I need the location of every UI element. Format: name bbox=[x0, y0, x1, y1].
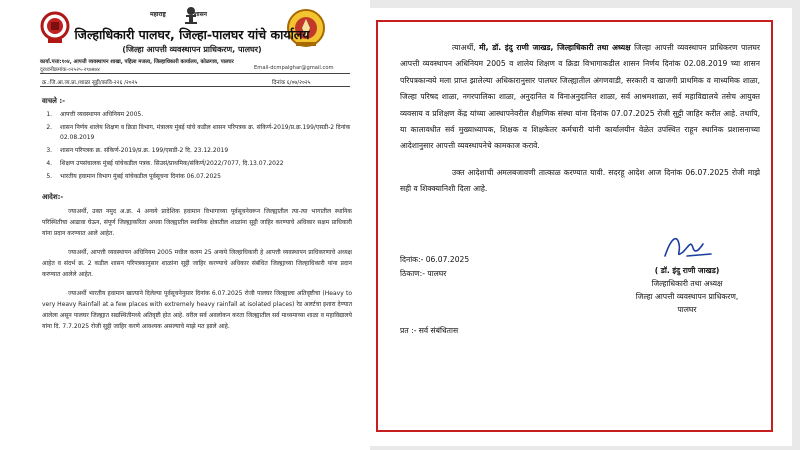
order-heading: आदेश:- bbox=[42, 193, 64, 201]
order-paragraph: ज्याअर्थी भारतीय हवामान खात्याने दिलेल्या पूर्वसूचनेनुसार दिनांक 6.07.2025 रोजी पालघर जिल्ह्याला अतिवृष्टीचा (Heavy to very Heavy Rainfall at a few places with extremely heavy rainfall at isolated places) रेड अलर्टचा इशारा देण्यात आलेला असून पालघर जिल्ह्यात सद्यस्थितीमध्ये अतिवृष्टी होत आहे. वरील सर्व अवलोकन करता जिल्ह्यातील सर्व माध्यमाच्या शाळा व महाविद्यालये यांना दि. 7.7.2025 रोजी सुट्टी जाहिर करणे आवश्यक असल्याचे माझे मत झाले आहे. bbox=[42, 290, 352, 330]
copy-to: प्रत :- सर्व संबंधितास bbox=[400, 326, 459, 335]
gov-left-label: महाराष्ट्र bbox=[150, 11, 166, 18]
signatory-organisation: जिल्हा आपत्ती व्यवस्थापन प्राधिकरण, bbox=[635, 292, 739, 301]
gov-right-label: शासन bbox=[193, 11, 207, 18]
list-item: 4. शिक्षण उपसंचालक मुंबई यांचेकडील पत्रक. सिउसं/प्राथमिक/संकिर्ण/2022/7077, दि.13.07.2022 bbox=[54, 159, 352, 169]
reference-date: दिनांक ६/०७/२०२५ bbox=[272, 80, 311, 86]
signature-icon bbox=[657, 230, 717, 264]
header-divider bbox=[40, 73, 350, 74]
order-place: ठिकाण:- पालघर bbox=[400, 269, 447, 278]
read-heading: वाचले :- bbox=[42, 97, 66, 105]
order-paragraph: ज्याअर्थी, उक्त नमुद अ.क्र. 4 अन्वये प्रादेशिक हवामान विभागाच्या पूर्वसूचनेवरून जिल्ह्यातील त्या-त्या भागातील स्थानिक परिस्थितीचा आढावा घेऊन, संपूर्ण जिल्ह्याकरिता अथवा जिल्ह्यातील स्थानिक क्षेत्रातील शाळांना सुट्टी जाहिर करण्याचे अधिकार सक्षम प्राधिकारी यांना प्रदान करण्यात आले आहेत. bbox=[42, 208, 352, 237]
office-address: कार्या.पत्ता:१०४, आपत्ती व्यवस्थापन शाखा, पहिला मजला, जिल्हाधिकारी कार्यालय, कोळगाव, पालघर bbox=[40, 59, 234, 65]
date-place-block bbox=[400, 253, 469, 281]
signatory-place: पालघर bbox=[677, 305, 697, 314]
office-phone: दूरध्वनीक्रमांक-०२५२५-२९७४७४ bbox=[40, 67, 100, 73]
list-item: 5. भारतीय हवामान विभाग मुंबई यांचेकडील पूर्वसूचना दिनांक 06.07.2025 bbox=[54, 172, 352, 182]
office-email: Email-dcmpalghar@gmail.com bbox=[254, 65, 334, 71]
decision-paragraph bbox=[400, 40, 760, 155]
reference-list bbox=[42, 110, 352, 182]
list-item: 1. आपत्ती व्यवस्थापन अधिनियम 2005. bbox=[54, 110, 352, 120]
order-date: दिनांक:- 06.07.2025 bbox=[400, 255, 470, 264]
letterhead bbox=[0, 0, 370, 92]
signature-block bbox=[607, 230, 767, 316]
reference-number: क्र.:जि.आ.व्य.प्रा./शाळा सुट्टी/कावि-२२६ /२०२५ bbox=[42, 80, 138, 86]
implementation-paragraph: उक्त आदेशाची अमलबजावणी तात्काळ करण्यात यावी. सदरहू आदेश आज दिनांक 06.07.2025 रोजी माझे सही व शिक्क्यानिशी दिला आहे. bbox=[400, 167, 760, 194]
list-item: 3. शासन परिपत्रक क्र. संकिर्ण-2019/प्र.क्र. 199/एसडी-2 दि. 23.12.2019 bbox=[54, 146, 352, 156]
signatory-role: जिल्हाधिकारी तथा अध्यक्ष bbox=[651, 279, 723, 288]
order-paragraph: ज्याअर्थी, आपत्ती व्यवस्थापन अधिनियम 2005 मधील कलम 25 अन्वये जिल्हाधिकारी हे आपत्ती व्यवस्थापन प्राधिकरणाचे अध्यक्ष आहेत व संदर्भ क्र. 2 कडील शासन परिपत्रकानुसार शाळांना सुट्टी जाहिर करण्याचे अधिकार संबंधित जिल्ह्याच्या जिल्हाधिकारी यांना प्रदान करण्यात आलेले आहेत. bbox=[42, 249, 352, 278]
order-body bbox=[42, 96, 352, 340]
office-subtitle: (जिल्हा आपत्ती व्यवस्थापन प्राधिकरण, पालघर) bbox=[122, 45, 262, 54]
government-label bbox=[150, 10, 207, 18]
order-continuation bbox=[400, 40, 760, 198]
reference-divider bbox=[40, 86, 350, 87]
signatory-name: ( डॉ. इंदु राणी जाखड) bbox=[654, 266, 720, 275]
decision-text: जिल्हा आपत्ती व्यवस्थापन प्राधिकरण पालघर आपत्ती व्यवस्थापन अधिनियम 2005 व शालेय शिक्षण व क्रिडा विभागाकडील शासन निर्णय दिनांक 02.08.2019 च्या शासन परिपत्रकान्वये मला प्राप्त झालेल्या अधिकारानुसार पालघर जिल्ह्यातील अंगणवाडी, सरकारी व खाजगी प्राथमिक व माध्यमिक शाळा, जिल्हा परिषद शाळा, नगरपालिका शाळा, अनुदानित व विनाअनुदानित शाळा, सर्व आश्रमशाळा, सर्व महाविद्यालये तसेच आयुक्त व्यवसाय व प्रशिक्षण केंद्र यांच्या आस्थापनेवरील शैक्षणिक संस्था यांना दिनांक 07.07.2025 रोजी सुट्टी जाहिर करीत आहे. तथापि, या कालावधीत सर्व मुख्याध्यापक, शिक्षक व शिक्षकेतर कर्मचारी यांनी कार्यालयीन वेळेत उपस्थित राहून स्थानिक प्रशासनाच्या आदेशानुसार आपत्ती व्यवस्थापनेचे कामकाज करावे. bbox=[400, 43, 760, 151]
order-page-1 bbox=[0, 0, 370, 450]
office-title: जिल्हाधिकारी पालघर, जिल्हा-पालघर यांचे कार्यालय bbox=[74, 27, 310, 42]
collector-name-bold: मी, डॉ. इंदु राणी जाखड, जिल्हाधिकारी तथा अध्यक्ष bbox=[479, 43, 631, 52]
palghar-district-logo-icon bbox=[40, 10, 70, 44]
order-page-2 bbox=[362, 8, 792, 446]
list-item: 2. शासन निर्णय शालेय शिक्षण व क्रिडा विभाग, मंत्रालय मुंबई यांचे कडील शासन परिपत्रक क्र. संकिर्ण-2019/प्र.क्र.199/एसडी-2 दिनांक 02.08.2019 bbox=[54, 123, 352, 143]
decision-intro: त्याअर्थी, bbox=[452, 43, 476, 52]
